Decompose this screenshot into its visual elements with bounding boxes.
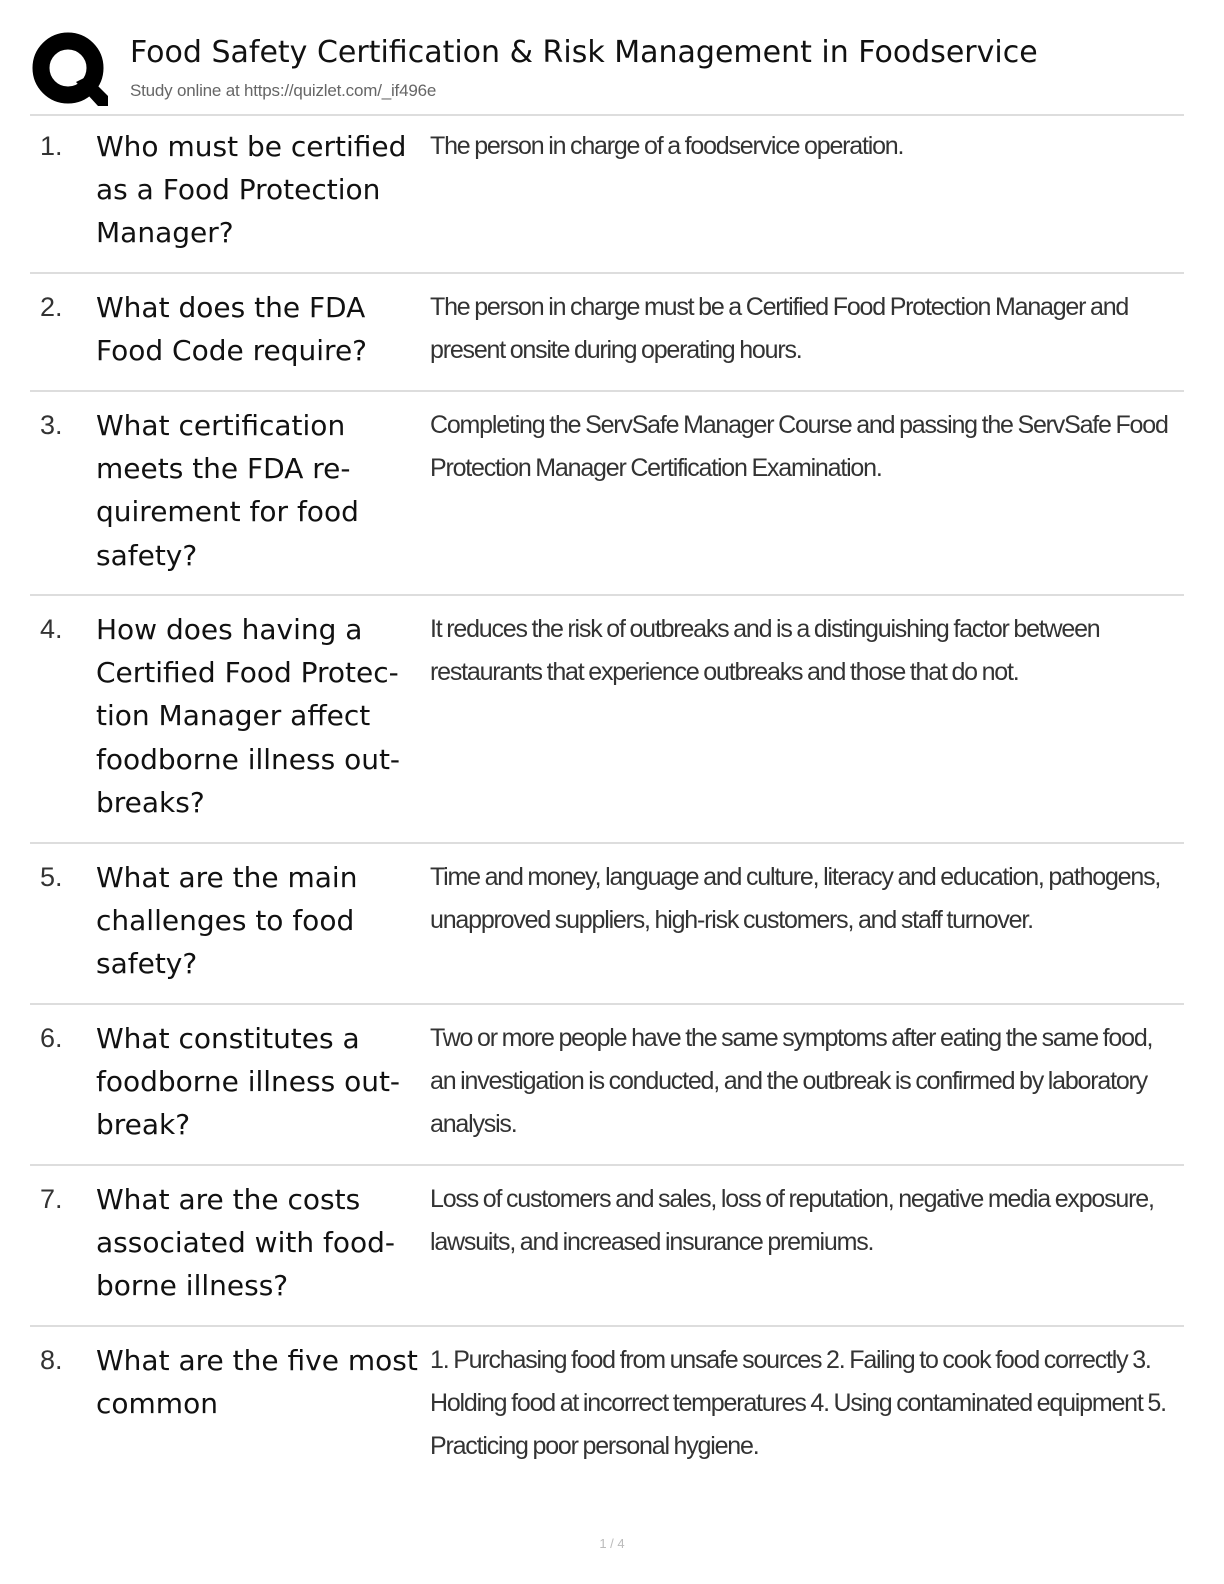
card-term: What constitutes a foodborne illness out-break? bbox=[96, 1022, 401, 1142]
card-number: 2. bbox=[40, 292, 63, 322]
page-title: Food Safety Certification & Risk Management in Foodservice bbox=[130, 35, 1038, 70]
card-definition: Time and money, language and culture, literacy and education, pathogens, unapproved suppliers, high-risk customers, and staff turnover. bbox=[430, 863, 1161, 935]
flashcard-row bbox=[30, 1166, 1184, 1327]
card-number: 6. bbox=[40, 1023, 63, 1053]
card-definition: Completing the ServSafe Manager Course and passing the ServSafe Food Protection Manager Certification Examination. bbox=[430, 411, 1168, 483]
card-definition: It reduces the risk of outbreaks and is a distinguishing factor between restaurants that experience outbreaks and those that do not. bbox=[430, 615, 1100, 687]
card-term: What does the FDA Food Code require? bbox=[96, 291, 368, 368]
page-header bbox=[30, 28, 1190, 112]
card-definition: The person in charge of a foodservice operation. bbox=[430, 132, 904, 160]
flashcard-row bbox=[30, 116, 1184, 274]
card-term: What are the main challenges to food safety? bbox=[96, 861, 358, 981]
page-number: 1 / 4 bbox=[599, 1536, 625, 1551]
study-online-link[interactable]: Study online at https://quizlet.com/_if496e bbox=[130, 81, 437, 100]
card-term: What are the costs associated with food-borne illness? bbox=[96, 1183, 395, 1303]
flashcard-list bbox=[30, 116, 1184, 1477]
card-term: Who must be certified as a Food Protection Manager? bbox=[96, 130, 407, 250]
card-number: 7. bbox=[40, 1184, 63, 1214]
card-term: How does having a Certified Food Protec-tion Manager affect foodborne illness out-breaks? bbox=[96, 613, 401, 819]
card-definition: Loss of customers and sales, loss of reputation, negative media exposure, lawsuits, and increased insurance premiums. bbox=[430, 1185, 1154, 1257]
flashcard-row bbox=[30, 596, 1184, 844]
quizlet-logo-icon bbox=[32, 32, 108, 108]
card-number: 1. bbox=[40, 131, 63, 161]
card-number: 4. bbox=[40, 614, 63, 644]
flashcard-row bbox=[30, 392, 1184, 596]
card-number: 5. bbox=[40, 862, 63, 892]
flashcard-row bbox=[30, 1327, 1184, 1477]
card-definition: Two or more people have the same symptoms after eating the same food, an investigation is conducted, and the outbreak is confirmed by laboratory analysis. bbox=[430, 1024, 1153, 1139]
card-number: 3. bbox=[40, 410, 63, 440]
card-number: 8. bbox=[40, 1345, 63, 1375]
card-definition: The person in charge must be a Certified Food Protection Manager and present onsite during operating hours. bbox=[430, 293, 1129, 365]
card-definition: 1. Purchasing food from unsafe sources 2. Failing to cook food correctly 3. Holding food at incorrect temperatures 4. Using contaminated equipment 5. Practicing poor personal hygiene. bbox=[430, 1346, 1166, 1461]
card-term: What certification meets the FDA re-quirement for food safety? bbox=[96, 409, 359, 572]
flashcard-row bbox=[30, 844, 1184, 1005]
flashcard-row bbox=[30, 1005, 1184, 1166]
card-term: What are the five most common bbox=[96, 1344, 418, 1421]
flashcard-row bbox=[30, 274, 1184, 392]
